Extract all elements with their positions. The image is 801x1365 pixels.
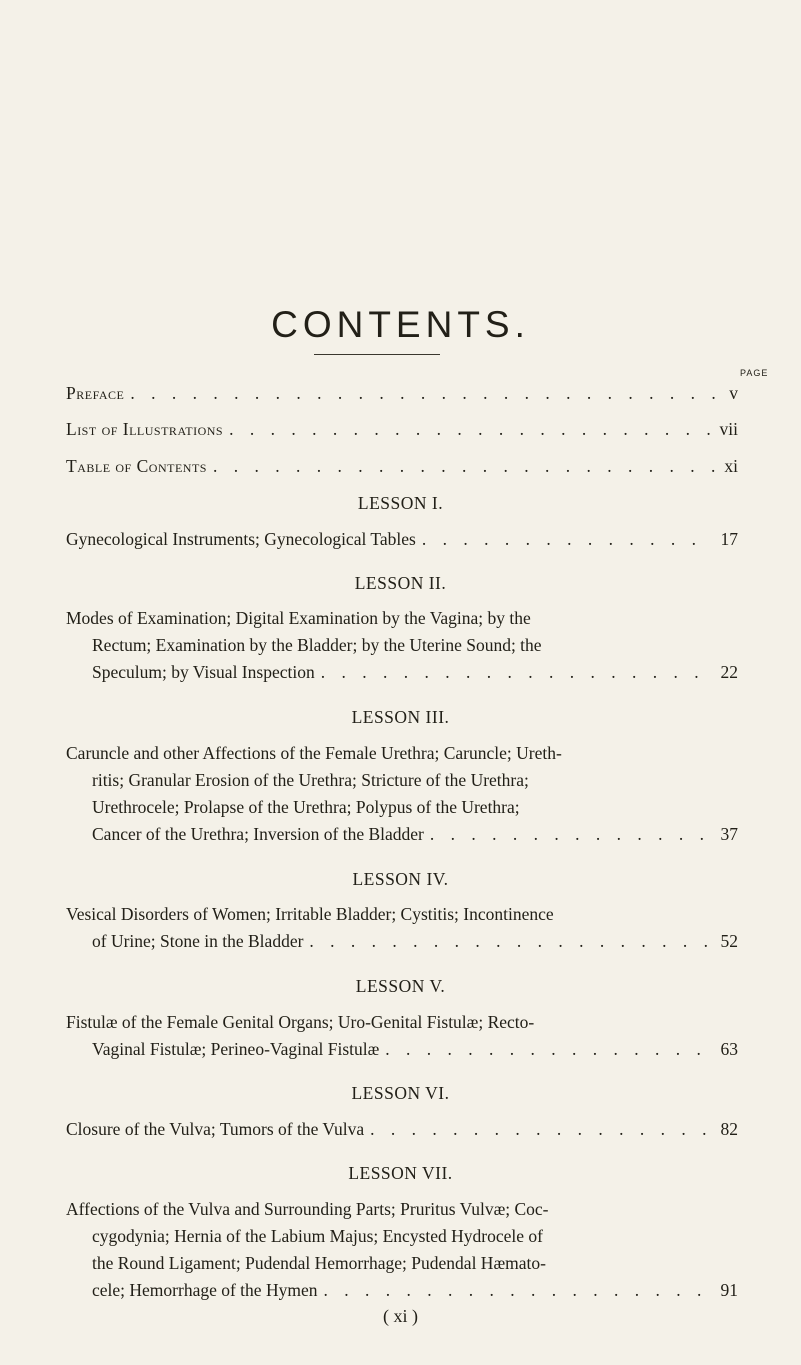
lesson-heading: LESSON IV. [352,869,449,889]
leader-dots [309,928,712,955]
title-rule [314,354,440,355]
entry-text: cele; Hemorrhage of the Hymen [92,1280,318,1300]
entry-text: Affections of the Vulva and Surrounding Parts; Pruritus Vulvæ; Coc- [66,1199,549,1219]
toc-entry-table-of-contents[interactable] [66,453,738,480]
toc-entry-lesson-4[interactable] [66,901,738,955]
entry-text: cygodynia; Hernia of the Labium Majus; Encysted Hydrocele of [92,1226,543,1246]
leader-dots [323,1277,712,1304]
entry-page: 52 [720,931,738,951]
entry-text: Closure of the Vulva; Tumors of the Vulva [66,1119,365,1139]
entry-text: Preface [66,383,125,403]
entry-text: ritis; Granular Erosion of the Urethra; Stricture of the Urethra; [92,770,529,790]
lesson-heading: LESSON VI. [351,1083,450,1103]
toc-entry-lesson-1[interactable] [66,526,738,553]
toc-entry-lesson-2[interactable] [66,605,738,686]
toc-entry-lesson-7[interactable] [66,1196,738,1304]
entry-page: 17 [720,529,738,549]
entry-text: Urethrocele; Prolapse of the Urethra; Polypus of the Urethra; [92,797,520,817]
lesson-heading: LESSON V. [355,976,446,996]
entry-page: 37 [720,824,738,844]
lesson-heading: LESSON VII. [348,1163,453,1183]
entry-text: the Round Ligament; Pudendal Hemorrhage; Pudendal Hæmato- [92,1253,546,1273]
toc-entry-preface[interactable] [66,380,738,407]
toc-entry-lesson-6[interactable] [66,1116,738,1143]
leader-dots [130,380,716,407]
entry-text: Table of Contents [66,456,207,476]
page-title: CONTENTS. [271,304,530,345]
entry-text: Modes of Examination; Digital Examination by the Vagina; by the [66,608,531,628]
entry-text: Gynecological Instruments; Gynecological Tables [66,529,416,549]
leader-dots [385,1036,712,1063]
entry-page: xi [724,456,738,476]
lesson-heading: LESSON II. [354,573,447,593]
entry-text: Cancer of the Urethra; Inversion of the Bladder [92,824,424,844]
leader-dots [229,416,711,443]
leader-dots [422,526,713,553]
page-column-label: PAGE [740,368,769,378]
page-folio: ( xi ) [383,1306,418,1326]
leader-dots [370,1116,712,1143]
entry-page: 22 [720,662,738,682]
leader-dots [321,659,713,686]
toc-entry-lesson-3[interactable] [66,740,738,848]
lesson-heading: LESSON III. [351,707,450,727]
entry-page: 91 [720,1280,738,1300]
entry-page: 63 [720,1039,738,1059]
entry-text: Fistulæ of the Female Genital Organs; Uro-Genital Fistulæ; Recto- [66,1012,535,1032]
entry-text: Rectum; Examination by the Bladder; by the Uterine Sound; the [92,635,542,655]
entry-page: 82 [720,1119,738,1139]
toc-entry-lesson-5[interactable] [66,1009,738,1063]
entry-text: of Urine; Stone in the Bladder [92,931,304,951]
entry-page: v [729,383,738,403]
toc-entry-list-of-illustrations[interactable] [66,416,738,443]
entry-text: Caruncle and other Affections of the Female Urethra; Caruncle; Ureth- [66,743,562,763]
leader-dots [430,821,713,848]
entry-text: Vaginal Fistulæ; Perineo-Vaginal Fistulæ [92,1039,380,1059]
entry-text: Speculum; by Visual Inspection [92,662,315,682]
entry-page: vii [719,419,738,439]
lesson-heading: LESSON I. [357,493,444,513]
entry-text: Vesical Disorders of Women; Irritable Bladder; Cystitis; Incontinence [66,904,554,924]
leader-dots [213,453,716,480]
entry-text: List of Illustrations [66,419,224,439]
